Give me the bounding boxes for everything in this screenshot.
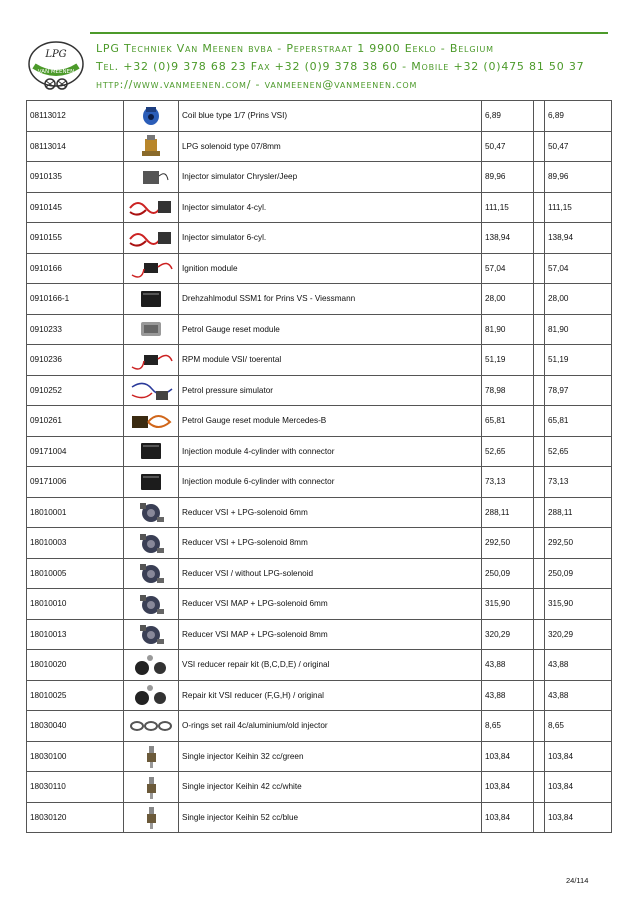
- svg-text:VAN MEENEN: VAN MEENEN: [37, 69, 75, 75]
- price-2: 315,90: [545, 589, 612, 620]
- article-code: 18030110: [27, 772, 124, 803]
- price-1: 288,11: [482, 497, 534, 528]
- article-code: 09171006: [27, 467, 124, 498]
- price-1: 6,89: [482, 101, 534, 132]
- product-photo: [124, 223, 179, 254]
- repair-kit-icon: [128, 652, 174, 678]
- article-description: Ignition module: [179, 253, 482, 284]
- column-spacer: [534, 406, 545, 437]
- price-2: 50,47: [545, 131, 612, 162]
- price-2: 103,84: [545, 802, 612, 833]
- article-description: Petrol Gauge reset module: [179, 314, 482, 345]
- article-description: Repair kit VSI reducer (F,G,H) / original: [179, 680, 482, 711]
- article-description: Coil blue type 1/7 (Prins VSI): [179, 101, 482, 132]
- price-2: 320,29: [545, 619, 612, 650]
- column-spacer: [534, 680, 545, 711]
- price-2: 111,15: [545, 192, 612, 223]
- article-description: Injection module 4-cylinder with connector: [179, 436, 482, 467]
- product-photo: [124, 650, 179, 681]
- product-photo: [124, 345, 179, 376]
- price-1: 50,47: [482, 131, 534, 162]
- column-spacer: [534, 314, 545, 345]
- article-code: 0910252: [27, 375, 124, 406]
- price-1: 57,04: [482, 253, 534, 284]
- product-photo: [124, 741, 179, 772]
- table-row: [27, 345, 612, 376]
- article-description: Reducer VSI MAP + LPG-solenoid 8mm: [179, 619, 482, 650]
- reducer-icon: [128, 499, 174, 525]
- column-spacer: [534, 131, 545, 162]
- reducer-icon: [128, 591, 174, 617]
- column-spacer: [534, 772, 545, 803]
- column-spacer: [534, 162, 545, 193]
- product-photo: [124, 131, 179, 162]
- price-1: 43,88: [482, 650, 534, 681]
- price-1: 28,00: [482, 284, 534, 315]
- article-code: 0910236: [27, 345, 124, 376]
- column-spacer: [534, 223, 545, 254]
- article-code: 08113014: [27, 131, 124, 162]
- article-code: 08113012: [27, 101, 124, 132]
- product-photo: [124, 436, 179, 467]
- column-spacer: [534, 345, 545, 376]
- table-row: [27, 101, 612, 132]
- table-row: [27, 375, 612, 406]
- price-2: 250,09: [545, 558, 612, 589]
- injector-icon: [128, 804, 174, 830]
- table-row: [27, 772, 612, 803]
- price-2: 81,90: [545, 314, 612, 345]
- article-description: Single injector Keihin 52 cc/blue: [179, 802, 482, 833]
- table-row: [27, 741, 612, 772]
- article-description: Reducer VSI MAP + LPG-solenoid 6mm: [179, 589, 482, 620]
- coil-blue-icon: [128, 103, 174, 129]
- product-photo: [124, 802, 179, 833]
- product-photo: [124, 467, 179, 498]
- price-1: 51,19: [482, 345, 534, 376]
- price-2: 52,65: [545, 436, 612, 467]
- column-spacer: [534, 192, 545, 223]
- simulator-box-icon: [128, 164, 174, 190]
- price-2: 138,94: [545, 223, 612, 254]
- column-spacer: [534, 558, 545, 589]
- lpg-van-meenen-logo: [26, 40, 86, 92]
- price-2: 103,84: [545, 772, 612, 803]
- module-black-icon: [128, 469, 174, 495]
- article-code: 0910145: [27, 192, 124, 223]
- article-code: 18010003: [27, 528, 124, 559]
- article-description: Single injector Keihin 32 cc/green: [179, 741, 482, 772]
- article-description: Injector simulator 6-cyl.: [179, 223, 482, 254]
- table-row: [27, 131, 612, 162]
- article-description: Reducer VSI / without LPG-solenoid: [179, 558, 482, 589]
- module-orange-icon: [128, 408, 174, 434]
- table-row: [27, 802, 612, 833]
- price-2: 73,13: [545, 467, 612, 498]
- product-photo: [124, 711, 179, 742]
- price-2: 89,96: [545, 162, 612, 193]
- table-row: [27, 436, 612, 467]
- article-description: Single injector Keihin 42 cc/white: [179, 772, 482, 803]
- article-code: 18010001: [27, 497, 124, 528]
- price-1: 111,15: [482, 192, 534, 223]
- article-code: 18010025: [27, 680, 124, 711]
- company-web: http://www.vanmeenen.com/ - vanmeenen@vanmeenen.com: [96, 78, 418, 91]
- article-description: Injection module 6-cylinder with connector: [179, 467, 482, 498]
- article-code: 18030100: [27, 741, 124, 772]
- price-1: 292,50: [482, 528, 534, 559]
- column-spacer: [534, 711, 545, 742]
- product-photo: [124, 375, 179, 406]
- article-code: 18010013: [27, 619, 124, 650]
- table-row: [27, 619, 612, 650]
- table-row: [27, 406, 612, 437]
- company-address: LPG Techniek Van Meenen bvba - Peperstraat 1 9900 Eeklo - Belgium: [96, 42, 494, 55]
- price-1: 43,88: [482, 680, 534, 711]
- column-spacer: [534, 802, 545, 833]
- price-2: 78,97: [545, 375, 612, 406]
- price-2: 103,84: [545, 741, 612, 772]
- article-description: VSI reducer repair kit (B,C,D,E) / original: [179, 650, 482, 681]
- price-1: 89,96: [482, 162, 534, 193]
- column-spacer: [534, 375, 545, 406]
- article-description: RPM module VSI/ toerental: [179, 345, 482, 376]
- table-row: [27, 589, 612, 620]
- article-code: 0910166-1: [27, 284, 124, 315]
- svg-text:LPG: LPG: [45, 49, 67, 60]
- table-row: [27, 253, 612, 284]
- price-1: 8,65: [482, 711, 534, 742]
- reducer-icon: [128, 621, 174, 647]
- price-1: 103,84: [482, 772, 534, 803]
- column-spacer: [534, 528, 545, 559]
- article-description: Reducer VSI + LPG-solenoid 6mm: [179, 497, 482, 528]
- product-photo: [124, 619, 179, 650]
- solenoid-icon: [128, 133, 174, 159]
- letterhead: [0, 0, 638, 100]
- article-code: 18010010: [27, 589, 124, 620]
- article-description: Reducer VSI + LPG-solenoid 8mm: [179, 528, 482, 559]
- price-2: 57,04: [545, 253, 612, 284]
- article-description: LPG solenoid type 07/8mm: [179, 131, 482, 162]
- table-row: [27, 467, 612, 498]
- price-1: 103,84: [482, 741, 534, 772]
- column-spacer: [534, 589, 545, 620]
- product-photo: [124, 253, 179, 284]
- table-row: [27, 497, 612, 528]
- page-number: 24/114: [566, 876, 589, 885]
- price-1: 81,90: [482, 314, 534, 345]
- article-description: Injector simulator Chrysler/Jeep: [179, 162, 482, 193]
- column-spacer: [534, 497, 545, 528]
- table-row: [27, 528, 612, 559]
- table-row: [27, 650, 612, 681]
- price-1: 52,65: [482, 436, 534, 467]
- price-table: [26, 100, 612, 833]
- price-1: 103,84: [482, 802, 534, 833]
- article-code: 09171004: [27, 436, 124, 467]
- price-2: 43,88: [545, 650, 612, 681]
- company-phone: Tel. +32 (0)9 378 68 23 Fax +32 (0)9 378 38 60 - Mobile +32 (0)475 81 50 37: [96, 60, 585, 73]
- price-2: 43,88: [545, 680, 612, 711]
- reducer-icon: [128, 560, 174, 586]
- article-code: 18030040: [27, 711, 124, 742]
- article-code: 0910261: [27, 406, 124, 437]
- column-spacer: [534, 436, 545, 467]
- article-description: Injector simulator 4-cyl.: [179, 192, 482, 223]
- price-2: 28,00: [545, 284, 612, 315]
- table-row: [27, 162, 612, 193]
- article-description: Petrol pressure simulator: [179, 375, 482, 406]
- table-row: [27, 284, 612, 315]
- column-spacer: [534, 741, 545, 772]
- article-description: O-rings set rail 4c/aluminium/old injector: [179, 711, 482, 742]
- module-black-icon: [128, 438, 174, 464]
- product-photo: [124, 101, 179, 132]
- module-wires-icon: [128, 347, 174, 373]
- table-row: [27, 558, 612, 589]
- table-row: [27, 680, 612, 711]
- product-photo: [124, 162, 179, 193]
- product-photo: [124, 284, 179, 315]
- module-grey-icon: [128, 316, 174, 342]
- o-rings-icon: [128, 713, 174, 739]
- table-row: [27, 223, 612, 254]
- article-description: Petrol Gauge reset module Mercedes-B: [179, 406, 482, 437]
- price-2: 51,19: [545, 345, 612, 376]
- article-code: 0910166: [27, 253, 124, 284]
- column-spacer: [534, 619, 545, 650]
- table-row: [27, 711, 612, 742]
- header-rule: [90, 32, 608, 34]
- module-black-icon: [128, 286, 174, 312]
- price-1: 78,98: [482, 375, 534, 406]
- price-2: 65,81: [545, 406, 612, 437]
- article-code: 18030120: [27, 802, 124, 833]
- article-code: 0910155: [27, 223, 124, 254]
- wiring-red-icon: [128, 225, 174, 251]
- product-photo: [124, 589, 179, 620]
- wiring-red-icon: [128, 194, 174, 220]
- product-photo: [124, 680, 179, 711]
- price-2: 6,89: [545, 101, 612, 132]
- price-2: 292,50: [545, 528, 612, 559]
- product-photo: [124, 192, 179, 223]
- table-row: [27, 192, 612, 223]
- product-photo: [124, 772, 179, 803]
- reducer-icon: [128, 530, 174, 556]
- module-wires-icon: [128, 255, 174, 281]
- column-spacer: [534, 253, 545, 284]
- product-photo: [124, 558, 179, 589]
- article-code: 18010020: [27, 650, 124, 681]
- product-photo: [124, 314, 179, 345]
- column-spacer: [534, 101, 545, 132]
- column-spacer: [534, 650, 545, 681]
- price-1: 138,94: [482, 223, 534, 254]
- article-code: 0910233: [27, 314, 124, 345]
- price-2: 288,11: [545, 497, 612, 528]
- product-photo: [124, 406, 179, 437]
- article-description: Drehzahlmodul SSM1 for Prins VS - Viessmann: [179, 284, 482, 315]
- article-code: 0910135: [27, 162, 124, 193]
- price-1: 65,81: [482, 406, 534, 437]
- price-1: 320,29: [482, 619, 534, 650]
- injector-icon: [128, 774, 174, 800]
- product-photo: [124, 528, 179, 559]
- column-spacer: [534, 467, 545, 498]
- article-code: 18010005: [27, 558, 124, 589]
- table-row: [27, 314, 612, 345]
- price-1: 315,90: [482, 589, 534, 620]
- wiring-multi-icon: [128, 377, 174, 403]
- price-1: 250,09: [482, 558, 534, 589]
- price-2: 8,65: [545, 711, 612, 742]
- product-photo: [124, 497, 179, 528]
- price-1: 73,13: [482, 467, 534, 498]
- repair-kit-icon: [128, 682, 174, 708]
- column-spacer: [534, 284, 545, 315]
- injector-icon: [128, 743, 174, 769]
